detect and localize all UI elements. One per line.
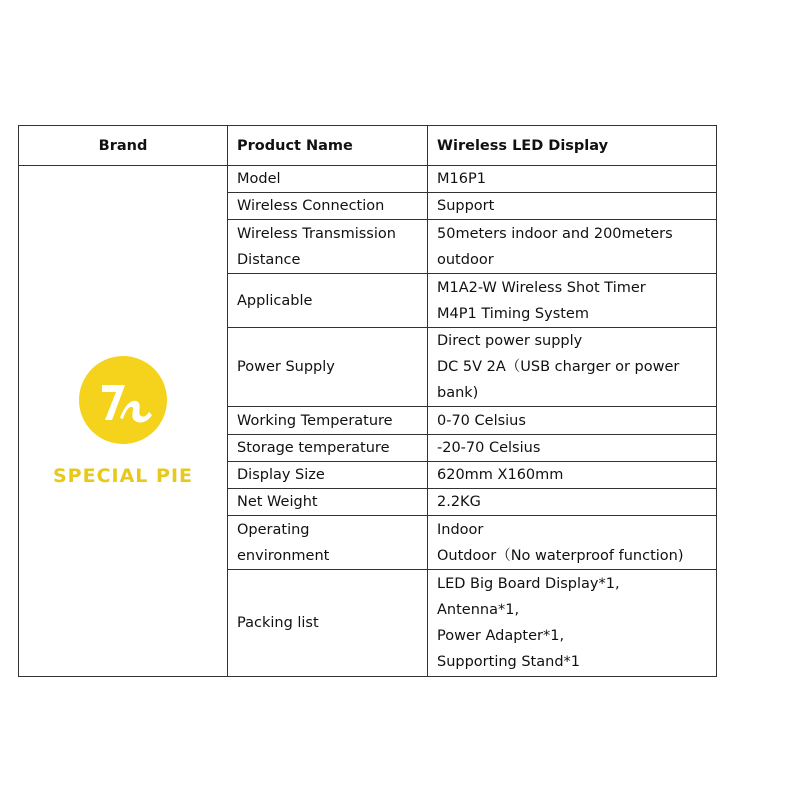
cell-text-line: -20-70 Celsius xyxy=(437,440,541,456)
special-pie-logo-icon xyxy=(75,352,171,448)
row-label-applicable xyxy=(228,274,428,328)
cell-text-line: Net Weight xyxy=(237,494,318,510)
row-label-operating-environment xyxy=(228,516,428,570)
cell-text-line: Power Adapter*1, xyxy=(437,628,565,644)
cell-text-line: Support xyxy=(437,198,495,214)
cell-text-line: Wireless Connection xyxy=(237,198,385,214)
brand-logo-cell xyxy=(19,166,228,677)
row-value-model xyxy=(428,166,717,193)
cell-text-line: 2.2KG xyxy=(437,494,481,510)
row-value-operating-environment xyxy=(428,516,717,570)
cell-text-line: Antenna*1, xyxy=(437,602,520,618)
cell-text-line: Working Temperature xyxy=(237,412,393,429)
row-value-storage-temperature xyxy=(428,435,717,462)
row-value-transmission-distance xyxy=(428,220,717,274)
cell-text-line: LED Big Board Display*1, xyxy=(437,576,620,592)
row-label-net-weight xyxy=(228,489,428,516)
row-value-display-size xyxy=(428,462,717,489)
cell-text-line: 50meters indoor and 200meters outdoor xyxy=(437,225,673,268)
row-value-wireless-connection xyxy=(428,193,717,220)
row-label-storage-temperature xyxy=(228,435,428,462)
row-value-packing-list xyxy=(428,570,717,677)
cell-text-line: Storage temperature xyxy=(237,440,390,456)
cell-text-line: environment xyxy=(237,547,330,564)
brand-logo xyxy=(53,352,193,489)
row-label-working-temperature xyxy=(228,407,428,435)
cell-text-line: Wireless Transmission xyxy=(237,225,396,242)
cell-text-line: M16P1 xyxy=(437,171,486,187)
row-value-working-temperature xyxy=(428,407,717,435)
cell-text-line: M1A2-W Wireless Shot Timer xyxy=(437,279,646,296)
cell-text-line: Model xyxy=(237,171,281,187)
cell-text-line: Indoor xyxy=(437,521,484,538)
cell-text-line: 620mm X160mm xyxy=(437,467,564,483)
row-label-packing-list xyxy=(228,570,428,677)
cell-text-line: Power Supply xyxy=(237,359,335,375)
header-row xyxy=(19,126,717,166)
cell-text-line: Distance xyxy=(237,251,301,268)
cell-text-line: Outdoor（No waterproof function) xyxy=(437,547,684,564)
cell-text-line: Applicable xyxy=(237,292,313,309)
row-label-power-supply xyxy=(228,328,428,407)
brand-logo-text: SPECIAL PIE xyxy=(52,464,193,487)
cell-text-line: Direct power supply xyxy=(437,333,583,349)
cell-text-line: 0-70 Celsius xyxy=(437,412,526,429)
row-value-net-weight xyxy=(428,489,717,516)
row-label-model xyxy=(228,166,428,193)
cell-text-line: DC 5V 2A（USB charger or power bank) xyxy=(437,359,680,401)
cell-text-line: Operating xyxy=(237,521,310,538)
row-value-applicable xyxy=(428,274,717,328)
product-value-header: Wireless LED Display xyxy=(428,126,717,166)
table-row xyxy=(19,166,717,193)
row-label-transmission-distance xyxy=(228,220,428,274)
spec-table xyxy=(18,125,717,677)
row-label-wireless-connection xyxy=(228,193,428,220)
brand-header: Brand xyxy=(19,126,228,166)
product-name-header: Product Name xyxy=(228,126,428,166)
row-value-power-supply xyxy=(428,328,717,407)
cell-text-line: Supporting Stand*1 xyxy=(437,654,580,670)
cell-text-line: Display Size xyxy=(237,467,325,483)
cell-text-line: M4P1 Timing System xyxy=(437,305,589,322)
cell-text-line: Packing list xyxy=(237,615,319,631)
row-label-display-size xyxy=(228,462,428,489)
